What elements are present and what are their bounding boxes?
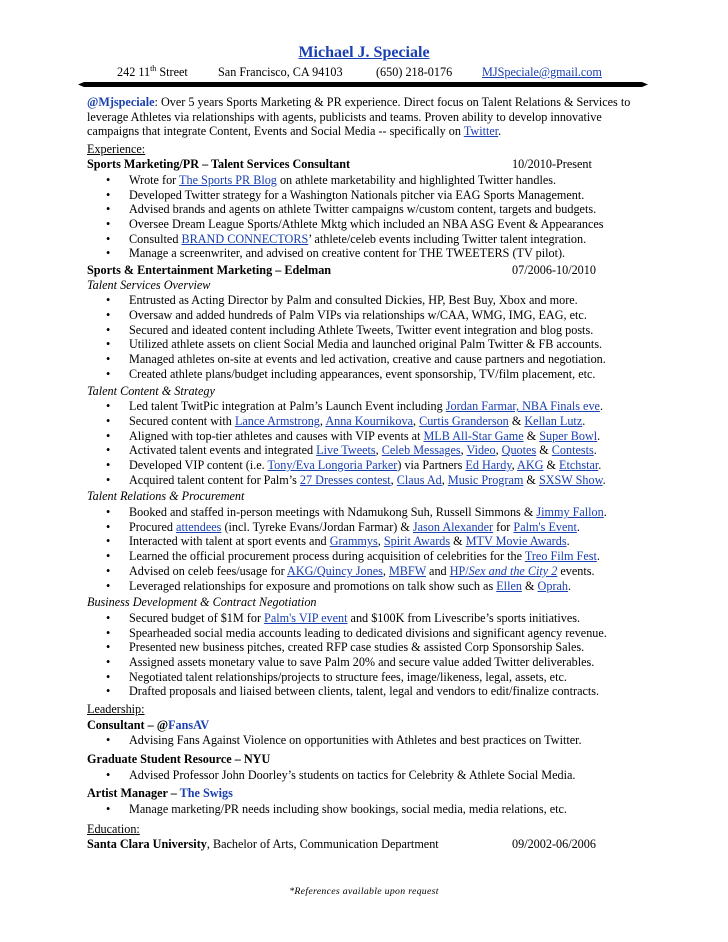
link[interactable]: Contests	[551, 443, 594, 458]
resume-name: Michael J. Speciale	[298, 44, 430, 61]
text: ,	[390, 472, 397, 487]
education-dates: 09/2002-06/2006	[512, 837, 596, 852]
job-consultant-bullets	[87, 173, 647, 261]
job-dates: 07/2006-10/2010	[512, 263, 596, 278]
list-item: • Entrusted as Acting Director by Palm and consulted Dickies, HP, Best Buy, Xbox and more.	[87, 293, 647, 308]
text: .	[593, 443, 597, 458]
street-prefix: 242 11	[117, 65, 151, 79]
text: .	[598, 458, 602, 472]
link[interactable]: Jason Alexander	[412, 519, 494, 534]
subsection-heading: Talent Relations & Procurement	[87, 489, 245, 504]
link[interactable]: Etchstar	[559, 458, 599, 472]
text: &	[508, 413, 525, 428]
link[interactable]: AKG	[517, 458, 544, 472]
list-item	[87, 534, 647, 549]
job-edelman	[87, 263, 647, 278]
summary-end: .	[498, 124, 502, 139]
link[interactable]: AKG/Quincy Jones	[287, 563, 383, 578]
text: &	[523, 428, 540, 443]
phone: (650) 218-0176	[376, 65, 453, 79]
text: and $100K from Livescribe’s sports initiatives.	[347, 610, 581, 625]
link[interactable]: Oprah	[537, 578, 569, 593]
degree: , Bachelor of Arts, Communication Department	[206, 837, 439, 852]
swigs-link[interactable]: The Swigs	[179, 786, 233, 801]
text: &	[521, 578, 538, 593]
text: .	[576, 519, 580, 534]
text: Learned the official procurement process during acquisition of celebrities for the	[129, 549, 525, 564]
list-item: • Managed athletes on-site at events and led activation, creative and cause partners and negotiation.	[87, 352, 647, 367]
link[interactable]: Ellen	[496, 578, 522, 593]
link[interactable]: Jimmy Fallon	[536, 505, 604, 519]
text: Leveraged relationships for exposure and promotions on talk show such as	[129, 578, 497, 593]
role-nyu	[87, 752, 647, 767]
list-item: • Oversee Dream League Sports/Athlete Mktg which included an NBA ASG Event & Appearances	[87, 217, 647, 232]
link[interactable]: Ed Hardy	[465, 458, 512, 472]
summary-text: : Over 5 years Sports Marketing & PR experience. Direct focus on Talent Relations & Services to leverage Athletes via relationships with agents, publicists and teams. Proven ability to develop innovative campaigns that integrate Content, Events and Social Media -- specifically on	[87, 95, 631, 139]
text: ,	[412, 413, 420, 428]
list-item	[87, 579, 647, 594]
text: ,	[382, 563, 389, 578]
text: ,	[441, 472, 448, 487]
list-item: • Secured and ideated content including Athlete Tweets, Twitter event integration and blog posts.	[87, 323, 647, 338]
list-item	[87, 505, 647, 520]
city: San Francisco, CA 94103	[218, 65, 343, 79]
link[interactable]: Anna Kournikova	[325, 413, 413, 428]
text: and	[425, 563, 450, 578]
text: Secured budget of $1M for	[129, 610, 265, 625]
role-swigs-bullets	[87, 802, 647, 817]
text: events.	[557, 563, 595, 578]
header-divider	[78, 82, 648, 87]
list-item: • Negotiated talent relationships/projects to structure fees, image/likeness, legal, assets, etc.	[87, 670, 647, 685]
twitter-link[interactable]: Twitter	[463, 124, 499, 139]
list-item	[87, 399, 647, 414]
list-item: • Advised brands and agents on athlete Twitter campaigns w/custom content, targets and budgets.	[87, 202, 647, 217]
link[interactable]: Celeb Messages	[381, 443, 461, 458]
school-name: Santa Clara University	[87, 837, 207, 852]
text: .	[568, 578, 572, 593]
list-item	[87, 429, 647, 444]
list-item	[87, 414, 647, 429]
link[interactable]: Lance Armstrong	[234, 413, 320, 428]
text: ) via Partners	[397, 458, 466, 472]
list-item	[87, 564, 647, 579]
text: Wrote for	[129, 172, 180, 187]
sports-pr-blog-link[interactable]: The Sports PR Blog	[179, 172, 277, 187]
list-item	[87, 173, 647, 188]
text: on athlete marketability and highlighted Twitter handles.	[276, 172, 557, 187]
link[interactable]: Super Bowl	[539, 428, 598, 443]
link[interactable]: MTV Movie Awards	[465, 534, 567, 549]
link[interactable]: Live Tweets	[316, 443, 376, 458]
references-note: *References available upon request	[289, 886, 439, 897]
brand-connectors-link[interactable]: BRAND CONNECTORS	[181, 231, 309, 246]
text: .	[597, 428, 601, 443]
list-item	[87, 458, 647, 473]
text: ,	[495, 443, 502, 458]
link[interactable]: Curtis Granderson	[419, 413, 509, 428]
text: Consulted	[129, 231, 182, 246]
text: .	[582, 413, 586, 428]
education-entry	[87, 837, 647, 852]
text: Secured content with	[129, 413, 235, 428]
list-item: • Created athlete plans/budget including appearances, event sponsorship, TV/film placement, etc.	[87, 367, 647, 382]
list-item	[87, 520, 647, 535]
link[interactable]: Claus Ad	[396, 472, 442, 487]
subsection-heading: Talent Services Overview	[87, 277, 211, 292]
job-title: Sports & Entertainment Marketing – Edelman	[87, 263, 332, 278]
text: Advised on celeb fees/usage for	[129, 563, 288, 578]
street-suffix: Street	[156, 65, 188, 79]
list-item	[87, 443, 647, 458]
role-fansav-bullets	[87, 733, 647, 748]
text: Developed VIP content (i.e.	[129, 458, 268, 472]
link[interactable]: Palm's VIP event	[264, 610, 348, 625]
list-item: • Manage marketing/PR needs including show bookings, social media, media relations, etc.	[87, 802, 647, 817]
list-item	[87, 549, 647, 564]
link[interactable]: 27 Dresses contest	[299, 472, 391, 487]
list-item: • Presented new business pitches, created RFP case studies & assisted Corp Sponsorship Sales.	[87, 640, 647, 655]
role-nyu-bullets	[87, 768, 647, 783]
text: &	[450, 534, 466, 549]
text: .	[566, 534, 570, 549]
text: .	[596, 549, 600, 564]
job-consultant	[87, 157, 647, 172]
text: Aligned with top-tier athletes and causes with VIP events at	[129, 428, 424, 443]
link[interactable]: MBFW	[388, 563, 426, 578]
text: Led talent TwitPic integration at Palm’s Launch Event including	[129, 399, 446, 414]
link[interactable]: Grammys	[329, 534, 378, 549]
job-title: Sports Marketing/PR – Talent Services Consultant	[87, 157, 351, 172]
list-item: • Spearheaded social media accounts leading to dedicated divisions and significant agency revenue.	[87, 626, 647, 641]
text: Procured	[129, 519, 177, 534]
role-fansav	[87, 718, 647, 733]
list-item: • Utilized athlete assets on client Social Media and launched original Palm Twitter & FB accounts.	[87, 337, 647, 352]
text: &	[543, 458, 560, 472]
link[interactable]: attendees	[176, 519, 222, 534]
street-superscript: th	[150, 64, 157, 73]
text: (incl. Tyreke Evans/Jordan Farmar) &	[221, 519, 413, 534]
text: Acquired talent content for Palm’s	[129, 472, 300, 487]
text: .	[599, 399, 603, 414]
list-item: • Advising Fans Against Violence on opportunities with Athletes and best practices on Twitter.	[87, 733, 647, 748]
experience-heading: Experience:	[87, 141, 146, 156]
role-title: Artist Manager –	[87, 786, 180, 801]
list-item: • Oversaw and added hundreds of Palm VIPs via relationships w/CAA, WMG, IMG, EAG, etc.	[87, 308, 647, 323]
role-swigs	[87, 786, 647, 801]
list-item: • Developed Twitter strategy for a Washington Nationals pitcher via EAG Sports Management.	[87, 188, 647, 203]
link[interactable]: Tony/Eva Longoria Parker	[267, 458, 398, 472]
education-heading: Education:	[87, 821, 140, 836]
link[interactable]: Spirit Awards	[383, 534, 451, 549]
link[interactable]: Sex and the City 2	[468, 563, 558, 578]
bizdev-bullets	[87, 611, 647, 699]
summary-paragraph	[87, 95, 647, 139]
text: ,	[377, 534, 384, 549]
text: ,	[319, 413, 326, 428]
link[interactable]: MLB All-Star Game	[423, 428, 524, 443]
text: Activated talent events and integrated	[129, 443, 317, 458]
resume-body	[87, 95, 647, 852]
text: for	[493, 519, 514, 534]
text: ’ athlete/celeb events including Twitter talent integration.	[308, 231, 587, 246]
list-item	[87, 473, 647, 488]
job-dates: 10/2010-Present	[512, 157, 592, 172]
subsection-heading: Talent Content & Strategy	[87, 383, 215, 398]
text: .	[603, 505, 607, 519]
link[interactable]: Quotes	[501, 443, 537, 458]
list-item: • Advised Professor John Doorley’s students on tactics for Celebrity & Athlete Social Media.	[87, 768, 647, 783]
link[interactable]: Treo Film Fest	[524, 549, 597, 564]
list-item: • Manage a screenwriter, and advised on creative content for THE TWEETERS (TV pilot).	[87, 246, 647, 261]
contact-line	[117, 65, 657, 81]
fansav-link[interactable]: FansAV	[168, 717, 210, 732]
email-link[interactable]: MJSpeciale@gmail.com	[482, 65, 602, 79]
link[interactable]: Music Program	[447, 472, 524, 487]
link[interactable]: Kellan Lutz	[524, 413, 583, 428]
link[interactable]: SXSW Show	[538, 472, 603, 487]
text: ,	[460, 443, 467, 458]
text: &	[523, 472, 539, 487]
text: ,	[375, 443, 382, 458]
role-title: Graduate Student Resource – NYU	[87, 751, 271, 766]
list-item: • Assigned assets monetary value to save Palm 20% and secure value added Twitter deliverables.	[87, 655, 647, 670]
list-item	[87, 232, 647, 247]
text: &	[536, 443, 552, 458]
twitter-handle[interactable]: @Mjspeciale	[87, 95, 155, 109]
leadership-heading: Leadership:	[87, 702, 145, 717]
text: .	[602, 472, 606, 487]
text: Interacted with talent at sport events and	[129, 534, 330, 549]
link[interactable]: Palm's Event	[513, 519, 577, 534]
role-title: Consultant – @	[87, 717, 169, 732]
link[interactable]: Video	[466, 443, 496, 458]
subsection-heading: Business Development & Contract Negotiation	[87, 595, 317, 610]
list-item: • Drafted proposals and liaised between clients, talent, legal and vendors to edit/finalize contracts.	[87, 684, 647, 699]
link[interactable]: HP/	[449, 563, 469, 578]
relations-bullets	[87, 505, 647, 593]
list-item	[87, 611, 647, 626]
content-bullets	[87, 399, 647, 487]
text: ,	[511, 458, 518, 472]
street-address	[117, 65, 188, 80]
overview-bullets	[87, 293, 647, 381]
link[interactable]: Jordan Farmar, NBA Finals eve	[445, 399, 600, 414]
text: Booked and staffed in-person meetings with Ndamukong Suh, Russell Simmons &	[129, 505, 537, 519]
